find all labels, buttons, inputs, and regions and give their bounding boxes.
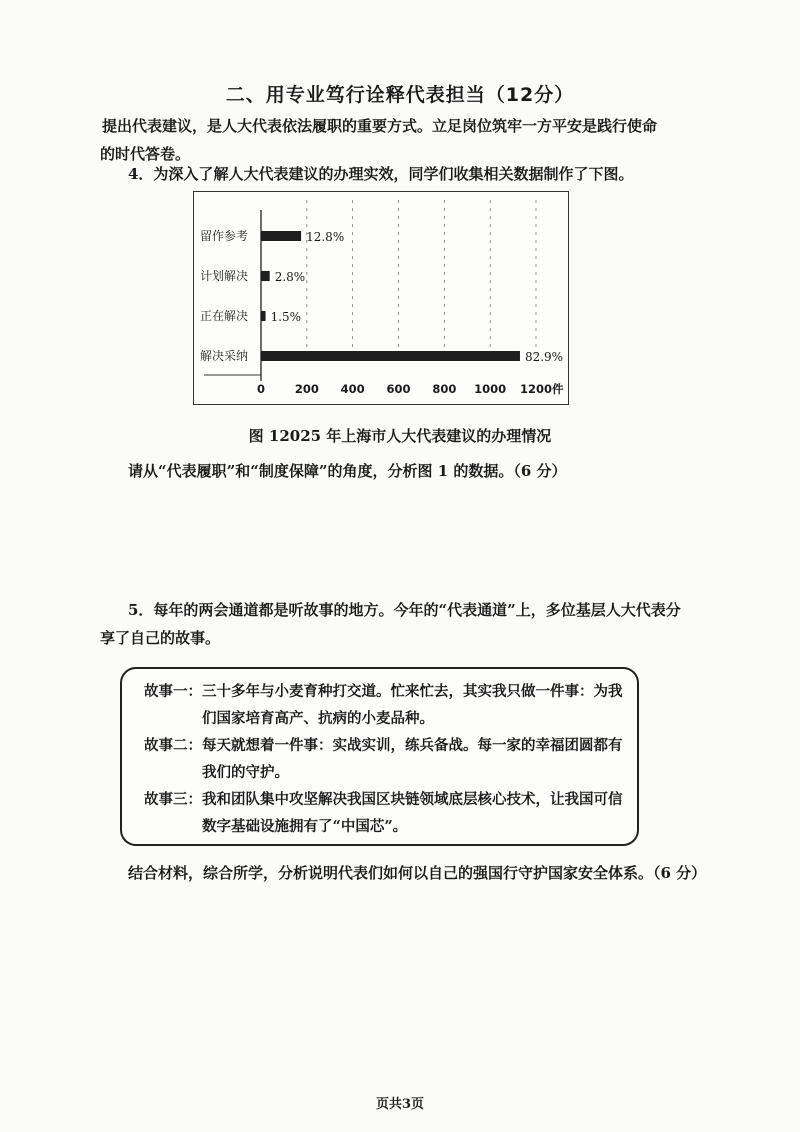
story-text: 我们的守护。 — [202, 764, 289, 781]
story-text: 每天就想着一件事：实战实训，练兵备战。每一家的幸福团圆都有 — [202, 737, 623, 754]
data-label: 12.8% — [306, 230, 345, 244]
tick-label: 1000 — [474, 382, 507, 396]
story-label: 故事三： — [144, 791, 202, 808]
data-label: 2.8% — [274, 270, 306, 284]
story-text: 数字基础设施拥有了“中国芯”。 — [202, 818, 408, 835]
bar — [261, 231, 301, 241]
axis-unit-label: 件 — [552, 382, 564, 396]
page-footer: 页共3页 — [375, 1097, 425, 1112]
bar-chart — [193, 191, 569, 405]
bar — [261, 271, 270, 281]
bar — [261, 311, 266, 321]
story-3 — [144, 786, 624, 840]
intro-line-1: 提出代表建议，是人大代表依法履职的重要方式。立足岗位筑牢一方平安是践行使命 — [102, 117, 658, 135]
tick-label: 1200 — [519, 382, 553, 396]
story-text: 们国家培育高产、抗病的小麦品种。 — [202, 710, 434, 727]
intro-line-2: 的时代答卷。 — [100, 145, 191, 163]
tick-label: 600 — [386, 382, 411, 396]
story-label: 故事二： — [144, 737, 202, 754]
section-intro — [100, 112, 690, 168]
figure-caption: 图 12025 年上海市人大代表建议的办理情况 — [248, 427, 552, 445]
q5-prompt-line-1: 5．每年的两会通道都是听故事的地方。今年的“代表通道”上，多位基层人大代表分 — [128, 601, 681, 619]
story-text: 三十多年与小麦育种打交道。忙来忙去，其实我只做一件事：为我 — [202, 683, 623, 700]
section-title: 二、用专业笃行诠释代表担当（12分） — [225, 84, 575, 106]
q5-prompt-line-2: 享了自己的故事。 — [100, 629, 221, 647]
stories-box — [120, 667, 639, 846]
question-5-ask: 结合材料，综合所学，分析说明代表们如何以自己的强国行守护国家安全体系。（6 分） — [128, 864, 707, 882]
story-text: 我和团队集中攻坚解决我国区块链领域底层核心技术，让我国可信 — [202, 791, 623, 808]
category-label: 正在解决 — [200, 309, 249, 323]
question-4-prompt: 4．为深入了解人大代表建议的办理实效，同学们收集相关数据制作了下图。 — [128, 165, 634, 183]
data-label: 1.5% — [270, 310, 302, 324]
category-label: 解决采纳 — [200, 349, 249, 363]
story-label: 故事一： — [144, 683, 202, 700]
tick-label: 400 — [340, 382, 365, 396]
story-2 — [144, 732, 624, 786]
tick-label: 200 — [294, 382, 319, 396]
story-1 — [144, 678, 624, 732]
tick-label: 800 — [432, 382, 457, 396]
bar — [261, 351, 520, 361]
bar-chart-svg — [194, 192, 568, 404]
question-4-ask: 请从“代表履职”和“制度保障”的角度，分析图 1 的数据。（6 分） — [128, 462, 567, 480]
tick-label: 0 — [256, 382, 266, 396]
question-5-prompt — [100, 596, 688, 652]
category-label: 计划解决 — [200, 269, 249, 283]
data-label: 82.9% — [524, 350, 564, 364]
category-label: 留作参考 — [200, 229, 249, 243]
